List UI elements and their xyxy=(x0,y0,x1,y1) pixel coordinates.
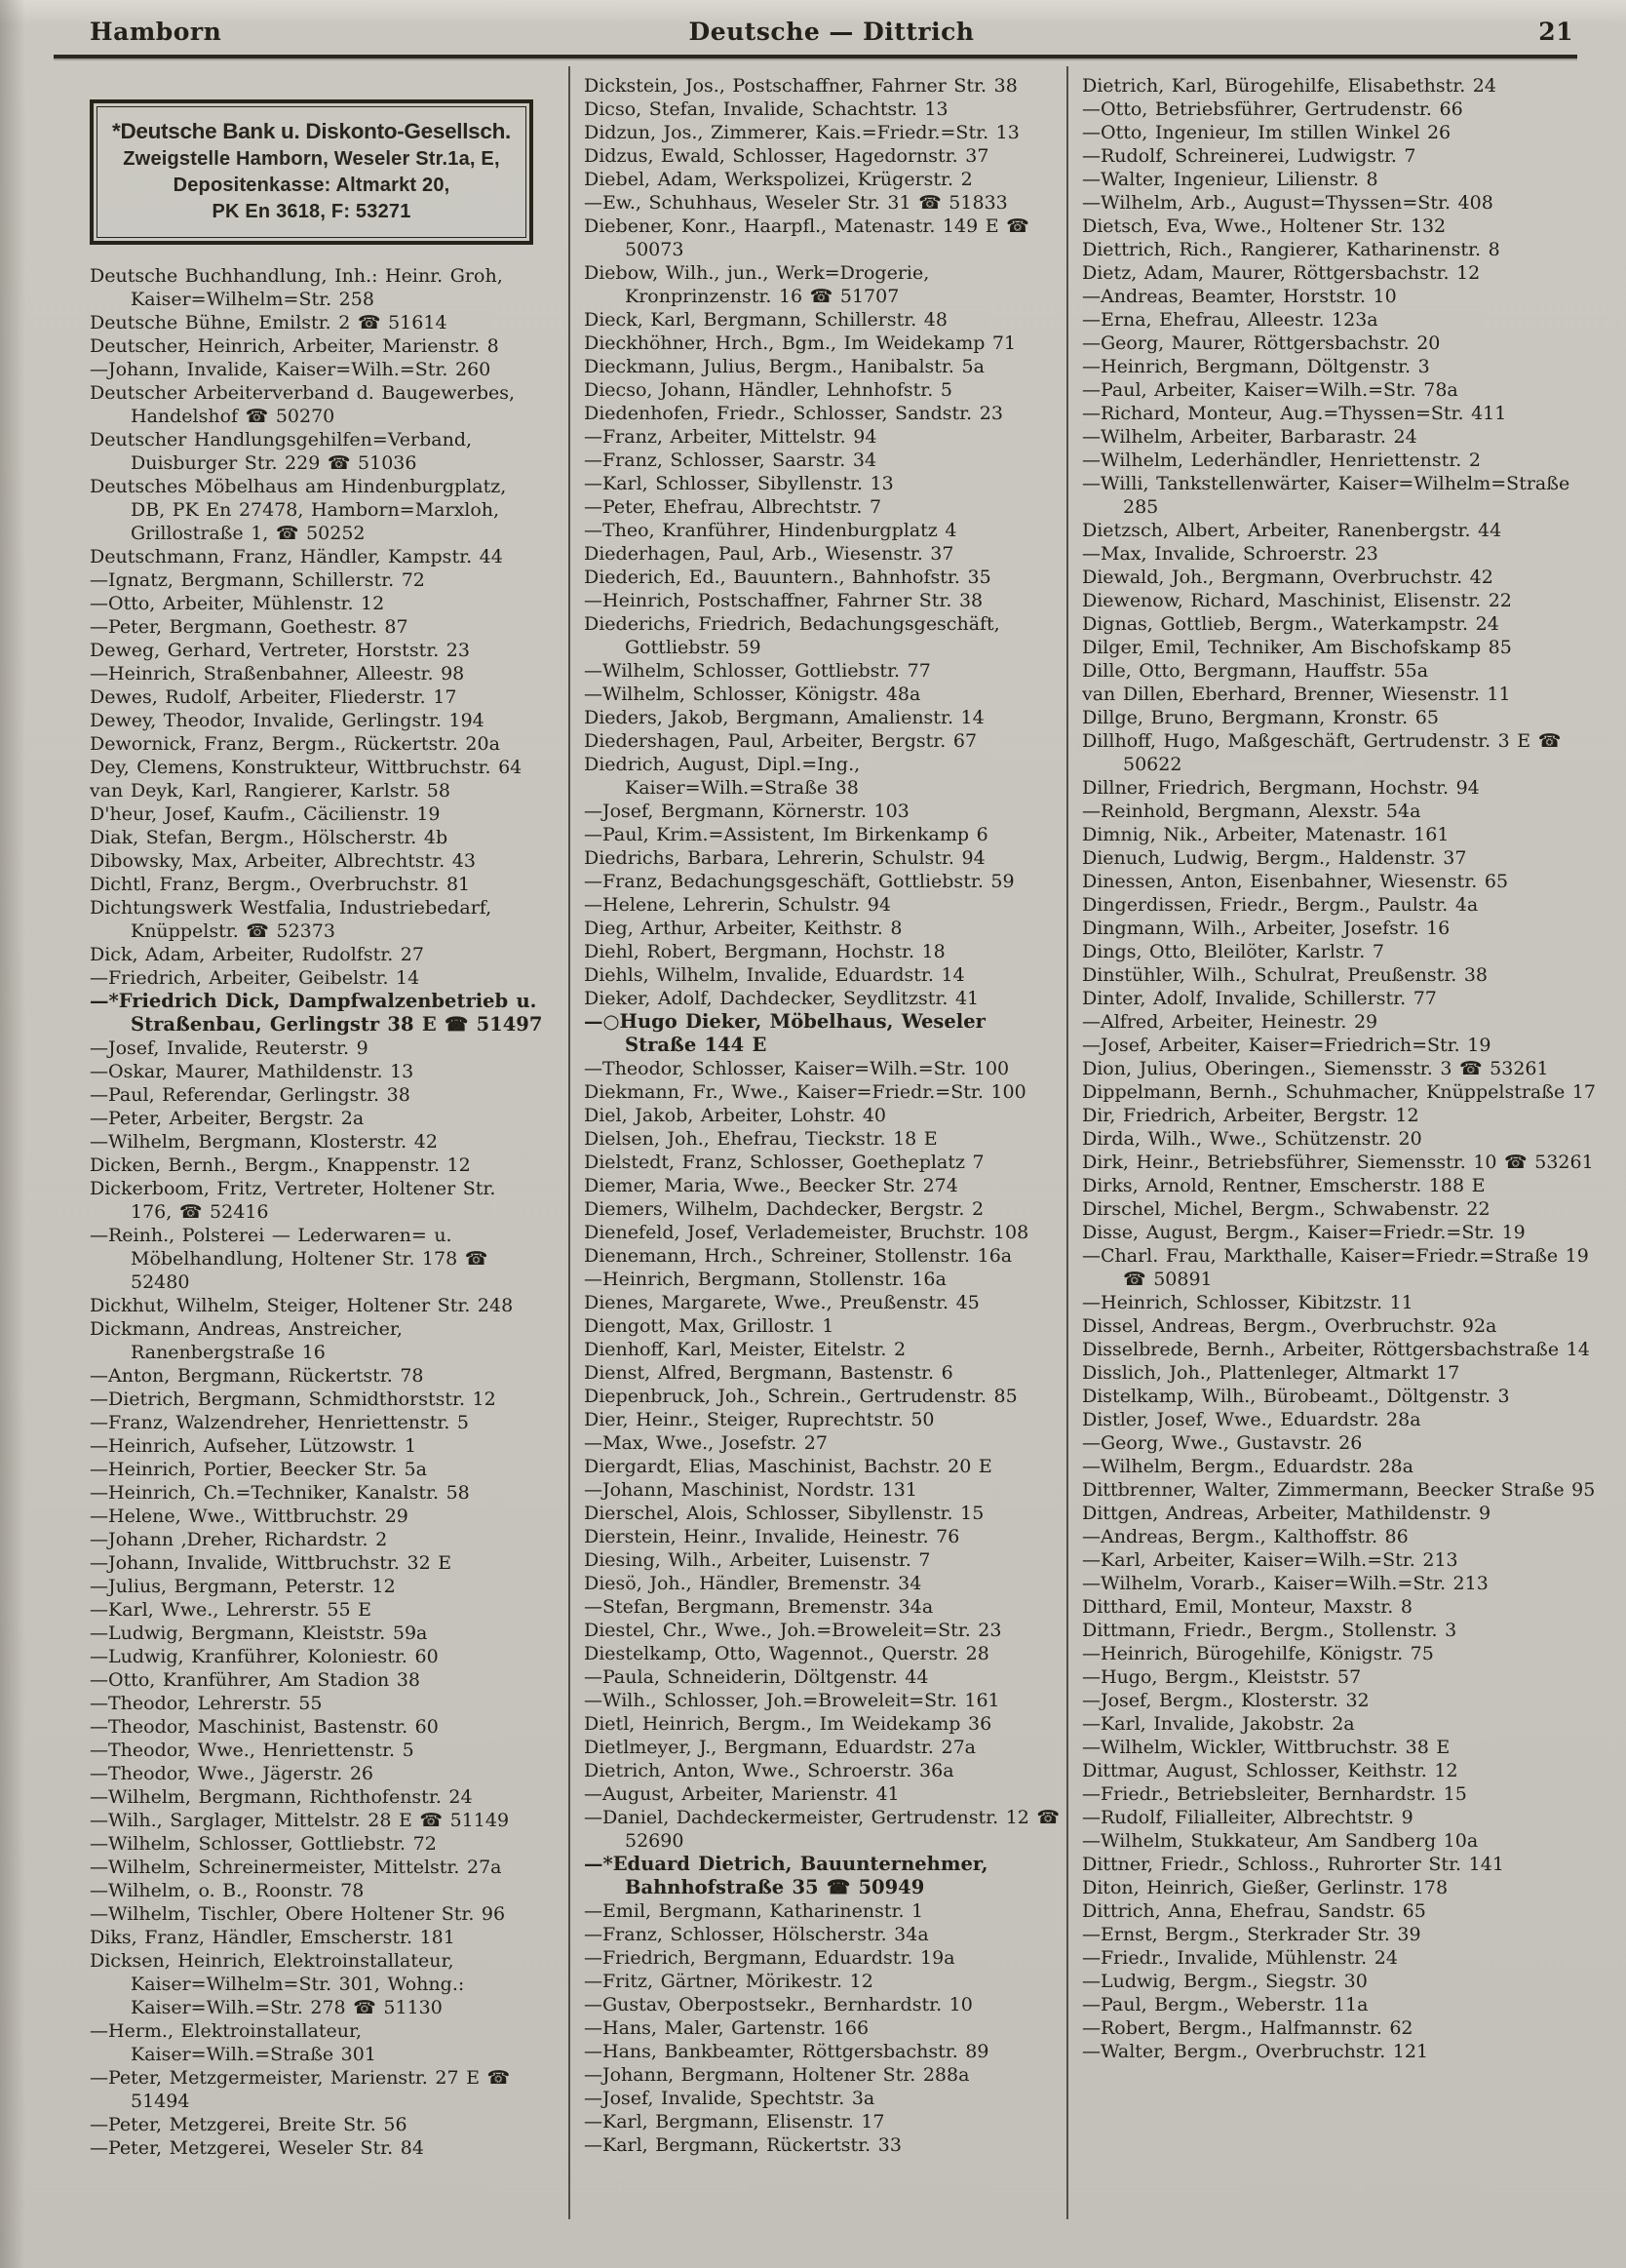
directory-entry: —Anton, Bergmann, Rückertstr. 78 xyxy=(90,1365,424,1387)
directory-entry: Dierstein, Heinr., Invalide, Heinestr. 76 xyxy=(584,1526,960,1547)
directory-entry: —Julius, Bergmann, Peterstr. 12 xyxy=(90,1576,396,1597)
directory-entry: —Friedrich, Arbeiter, Geibelstr. 14 xyxy=(90,967,420,989)
directory-entry: Dittrich, Anna, Ehefrau, Sandstr. 65 xyxy=(1082,1900,1426,1922)
directory-entry: —Karl, Schlosser, Sibyllenstr. 13 xyxy=(584,473,894,494)
directory-entry: Diecso, Johann, Händler, Lehnhofstr. 5 xyxy=(584,379,952,401)
directory-entry: —Peter, Ehefrau, Albrechtstr. 7 xyxy=(584,496,882,518)
directory-entry: Diedenhofen, Friedr., Schlosser, Sandstr. 23 xyxy=(584,403,1003,424)
directory-entry: Dienefeld, Josef, Verlademeister, Bruchstr. 108 xyxy=(584,1222,1029,1243)
header-place: Hamborn xyxy=(90,18,222,46)
directory-entry: —*Eduard Dietrich, Bauunternehmer, Bahnhofstraße 35 ☎ 50949 xyxy=(584,1853,988,1898)
directory-entry: Dirschel, Michel, Bergm., Schwabenstr. 22 xyxy=(1082,1198,1490,1220)
directory-entry: —Ludwig, Bergm., Siegstr. 30 xyxy=(1082,1971,1368,1992)
directory-entry: Dienemann, Hrch., Schreiner, Stollenstr. 16a xyxy=(584,1245,1013,1267)
directory-entry: Diestel, Chr., Wwe., Joh.=Broweleit=Str. 23 xyxy=(584,1620,1002,1641)
directory-entry: —Paul, Arbeiter, Kaiser=Wilh.=Str. 78a xyxy=(1082,379,1458,401)
directory-entry: Dilger, Emil, Techniker, Am Bischofskamp 85 xyxy=(1082,637,1512,658)
directory-entry: —Karl, Wwe., Lehrerstr. 55 E xyxy=(90,1599,371,1621)
directory-entry: Dieders, Jakob, Bergmann, Amalienstr. 14 xyxy=(584,707,985,728)
directory-entry: Dion, Julius, Oberingen., Siemensstr. 3 ☎ 53261 xyxy=(1082,1058,1549,1079)
directory-entry: Dietlmeyer, J., Bergmann, Eduardstr. 27a xyxy=(584,1737,976,1758)
directory-entry: —Johann, Invalide, Kaiser=Wilh.=Str. 260 xyxy=(90,359,491,380)
directory-entry: Diehls, Wilhelm, Invalide, Eduardstr. 14 xyxy=(584,964,965,986)
column-1 xyxy=(0,66,568,2268)
directory-entry: —Karl, Bergmann, Elisenstr. 17 xyxy=(584,2111,885,2132)
directory-entry: Diesö, Joh., Händler, Bremenstr. 34 xyxy=(584,1573,922,1594)
directory-entry: Dickerboom, Fritz, Vertreter, Holtener Str. 176, ☎ 52416 xyxy=(90,1178,496,1223)
directory-entry: Distelkamp, Wilh., Bürobeamt., Döltgenstr. 3 xyxy=(1082,1386,1510,1407)
directory-entry: Diehl, Robert, Bergmann, Hochstr. 18 xyxy=(584,941,946,962)
directory-entry: Ditthard, Emil, Monteur, Maxstr. 8 xyxy=(1082,1596,1413,1618)
directory-entry: Dinter, Adolf, Invalide, Schillerstr. 77 xyxy=(1082,988,1437,1009)
directory-entry: Deutscher Handlungsgehilfen=Verband, Duisburger Str. 229 ☎ 51036 xyxy=(90,429,473,474)
directory-entry: —Charl. Frau, Markthalle, Kaiser=Friedr.=Straße 19 ☎ 50891 xyxy=(1082,1245,1589,1290)
directory-entry: —Paul, Bergm., Weberstr. 11a xyxy=(1082,1994,1369,2015)
directory-entry: —Otto, Arbeiter, Mühlenstr. 12 xyxy=(90,593,385,614)
directory-entry: Deutsche Bühne, Emilstr. 2 ☎ 51614 xyxy=(90,312,447,333)
directory-entry: —Heinrich, Postschaffner, Fahrner Str. 38 xyxy=(584,590,984,611)
directory-entry: Dienuch, Ludwig, Bergm., Haldenstr. 37 xyxy=(1082,847,1467,869)
directory-entry: —Reinhold, Bergmann, Alexstr. 54a xyxy=(1082,801,1421,822)
directory-entry: —Andreas, Beamter, Horststr. 10 xyxy=(1082,286,1397,307)
directory-entry: —Paul, Referendar, Gerlingstr. 38 xyxy=(90,1084,410,1106)
directory-entry: —Friedr., Betriebsleiter, Bernhardstr. 15 xyxy=(1082,1783,1467,1805)
directory-entry: —Wilhelm, Wickler, Wittbruchstr. 38 E xyxy=(1082,1737,1451,1758)
directory-entry: —Peter, Metzgerei, Weseler Str. 84 xyxy=(90,2137,424,2159)
directory-entry: Dieckmann, Julius, Bergm., Hanibalstr. 5a xyxy=(584,356,985,377)
directory-entry: —Richard, Monteur, Aug.=Thyssen=Str. 411 xyxy=(1082,403,1507,424)
directory-entry: —Robert, Bergm., Halfmannstr. 62 xyxy=(1082,2017,1413,2039)
directory-entry: —Franz, Schlosser, Hölscherstr. 34a xyxy=(584,1924,929,1945)
directory-entry: —○Hugo Dieker, Möbelhaus, Weseler Straße 144 E xyxy=(584,1010,986,1056)
directory-entry: Dey, Clemens, Konstrukteur, Wittbruchstr. 64 xyxy=(90,757,523,778)
directory-entry: van Dillen, Eberhard, Brenner, Wiesenstr. 11 xyxy=(1082,684,1511,705)
directory-entry: —Alfred, Arbeiter, Heinestr. 29 xyxy=(1082,1011,1378,1033)
directory-entry: Dingmann, Wilh., Arbeiter, Josefstr. 16 xyxy=(1082,918,1451,939)
directory-entry: Deutscher, Heinrich, Arbeiter, Marienstr. 8 xyxy=(90,335,499,357)
directory-entry: —Josef, Bergm., Klosterstr. 32 xyxy=(1082,1690,1370,1711)
directory-entry: —Wilhelm, Arbeiter, Barbarastr. 24 xyxy=(1082,426,1417,448)
directory-entry: —Wilhelm, Arb., August=Thyssen=Str. 408 xyxy=(1082,192,1493,214)
directory-entry: —*Friedrich Dick, Dampfwalzenbetrieb u. Straßenbau, Gerlingstr 38 E ☎ 51497 xyxy=(90,990,543,1036)
directory-entry: Dirda, Wilh., Wwe., Schützenstr. 20 xyxy=(1082,1128,1422,1150)
directory-entry: —Ew., Schuhhaus, Weseler Str. 31 ☎ 51833 xyxy=(584,192,1008,214)
directory-entry: Diebow, Wilh., jun., Werk=Drogerie, Kronprinzenstr. 16 ☎ 51707 xyxy=(584,262,930,307)
directory-entry: Diemers, Wilhelm, Dachdecker, Bergstr. 2 xyxy=(584,1198,985,1220)
directory-entry: —Theodor, Schlosser, Kaiser=Wilh.=Str. 100 xyxy=(584,1058,1010,1079)
directory-entry: —Willi, Tankstellenwärter, Kaiser=Wilhelm=Straße 285 xyxy=(1082,473,1570,518)
directory-entry: —Erna, Ehefrau, Alleestr. 123a xyxy=(1082,309,1378,331)
directory-entry: —Fritz, Gärtner, Mörikestr. 12 xyxy=(584,1971,873,1992)
directory-entry: Dietrich, Anton, Wwe., Schroerstr. 36a xyxy=(584,1760,954,1781)
directory-entry: —Walter, Ingenieur, Lilienstr. 8 xyxy=(1082,169,1378,190)
directory-entry: Diebel, Adam, Werkspolizei, Krügerstr. 2 xyxy=(584,169,973,190)
directory-entry: —Rudolf, Filialleiter, Albrechtstr. 9 xyxy=(1082,1807,1413,1828)
directory-entry: —Theodor, Wwe., Jägerstr. 26 xyxy=(90,1763,373,1784)
directory-entry: —Franz, Arbeiter, Mittelstr. 94 xyxy=(584,426,877,448)
directory-entry: —Josef, Arbeiter, Kaiser=Friedrich=Str. 19 xyxy=(1082,1035,1491,1056)
bank-ad-content xyxy=(97,106,526,238)
directory-entry: Disslich, Joh., Plattenleger, Altmarkt 17 xyxy=(1082,1362,1460,1384)
directory-entry: —Wilhelm, Tischler, Obere Holtener Str. 96 xyxy=(90,1903,506,1925)
directory-entry: —Karl, Invalide, Jakobstr. 2a xyxy=(1082,1713,1355,1735)
directory-entry: —Theodor, Maschinist, Bastenstr. 60 xyxy=(90,1716,439,1738)
directory-entry: Dinessen, Anton, Eisenbahner, Wiesenstr. 65 xyxy=(1082,871,1509,892)
directory-entry: —Peter, Bergmann, Goethestr. 87 xyxy=(90,616,408,638)
directory-entry: Diedrichs, Barbara, Lehrerin, Schulstr. 94 xyxy=(584,847,986,869)
directory-entry: —Walter, Bergm., Overbruchstr. 121 xyxy=(1082,2041,1429,2062)
directory-entry: Dittbrenner, Walter, Zimmermann, Beecker Straße 95 xyxy=(1082,1479,1596,1501)
directory-entry: Dinstühler, Wilh., Schulrat, Preußenstr. 38 xyxy=(1082,964,1488,986)
directory-entry: Dier, Heinr., Steiger, Ruprechtstr. 50 xyxy=(584,1409,935,1430)
directory-entry: —Georg, Maurer, Röttgersbachstr. 20 xyxy=(1082,332,1441,354)
directory-entry: D'heur, Josef, Kaufm., Cäcilienstr. 19 xyxy=(90,803,441,825)
directory-entry: —Karl, Bergmann, Rückertstr. 33 xyxy=(584,2134,902,2156)
directory-entry: —Max, Wwe., Josefstr. 27 xyxy=(584,1432,828,1454)
directory-entry: —Johann, Maschinist, Nordstr. 131 xyxy=(584,1479,917,1501)
directory-entry: Disselbrede, Bernh., Arbeiter, Röttgersbachstraße 14 xyxy=(1082,1339,1590,1360)
directory-entry: —Daniel, Dachdeckermeister, Gertrudenstr. 12 ☎ 52690 xyxy=(584,1807,1061,1852)
directory-entry: Dittmann, Friedr., Bergm., Stollenstr. 3 xyxy=(1082,1620,1457,1641)
directory-entry: —Hans, Maler, Gartenstr. 166 xyxy=(584,2017,870,2039)
directory-entry: Dick, Adam, Arbeiter, Rudolfstr. 27 xyxy=(90,944,424,965)
directory-entry: —Dietrich, Bergmann, Schmidthorststr. 12 xyxy=(90,1388,496,1410)
directory-entry: —Georg, Wwe., Gustavstr. 26 xyxy=(1082,1432,1363,1454)
directory-entry: —Peter, Arbeiter, Bergstr. 2a xyxy=(90,1108,365,1129)
directory-entry: Dillner, Friedrich, Bergmann, Hochstr. 94 xyxy=(1082,777,1480,799)
directory-entry: Dissel, Andreas, Bergm., Overbruchstr. 92a xyxy=(1082,1315,1497,1337)
directory-entry: Dickhut, Wilhelm, Steiger, Holtener Str. 248 xyxy=(90,1295,514,1316)
directory-entry: Didzus, Ewald, Schlosser, Hagedornstr. 37 xyxy=(584,145,989,167)
page-header xyxy=(90,18,1573,46)
directory-entry: —Wilhelm, o. B., Roonstr. 78 xyxy=(90,1880,365,1901)
directory-entry: —Oskar, Maurer, Mathildenstr. 13 xyxy=(90,1061,414,1082)
directory-entry: —Heinrich, Bürogehilfe, Königstr. 75 xyxy=(1082,1643,1434,1664)
directory-entry: van Deyk, Karl, Rangierer, Karlstr. 58 xyxy=(90,780,450,802)
directory-entry: —Ludwig, Bergmann, Kleiststr. 59a xyxy=(90,1623,428,1644)
directory-entry: —Franz, Bedachungsgeschäft, Gottliebstr. 59 xyxy=(584,871,1015,892)
directory-entry: Dicksen, Heinrich, Elektroinstallateur, Kaiser=Wilhelm=Str. 301, Wohng.: Kaiser=Wilh.=Str. 278 ☎ 51130 xyxy=(90,1950,465,2018)
directory-entry: —Helene, Wwe., Wittbruchstr. 29 xyxy=(90,1505,408,1527)
directory-entry: —Heinrich, Aufseher, Lützowstr. 1 xyxy=(90,1435,417,1457)
directory-entry: Dienst, Alfred, Bergmann, Bastenstr. 6 xyxy=(584,1362,953,1384)
directory-entry: —Heinrich, Bergmann, Döltgenstr. 3 xyxy=(1082,356,1430,377)
directory-entry: —Franz, Schlosser, Saarstr. 34 xyxy=(584,450,877,471)
directory-entry: Dir, Friedrich, Arbeiter, Bergstr. 12 xyxy=(1082,1105,1419,1126)
directory-entry: —Max, Invalide, Schroerstr. 23 xyxy=(1082,543,1378,565)
directory-entry: —Johann, Bergmann, Holtener Str. 288a xyxy=(584,2064,970,2086)
directory-entry: Deutsches Möbelhaus am Hindenburgplatz, DB, PK En 27478, Hamborn=Marxloh, Grillostraße 1, ☎ 50252 xyxy=(90,476,507,544)
directory-entry: —Wilhelm, Bergmann, Klosterstr. 42 xyxy=(90,1131,438,1153)
header-name-range: Deutsche — Dittrich xyxy=(688,18,975,46)
directory-entry: Dillge, Bruno, Bergmann, Kronstr. 65 xyxy=(1082,707,1439,728)
directory-entry: —Theodor, Lehrerstr. 55 xyxy=(90,1693,323,1714)
header-rule xyxy=(54,55,1577,59)
directory-entry: Diak, Stefan, Bergm., Hölscherstr. 4b xyxy=(90,827,448,848)
directory-entry: Dillhoff, Hugo, Maßgeschäft, Gertrudenstr. 3 E ☎ 50622 xyxy=(1082,730,1562,775)
directory-entry: —Wilhelm, Schreinermeister, Mittelstr. 27a xyxy=(90,1857,502,1878)
directory-entry: Dibowsky, Max, Arbeiter, Albrechtstr. 43 xyxy=(90,850,476,872)
directory-entry: —Friedr., Invalide, Mühlenstr. 24 xyxy=(1082,1947,1398,1969)
directory-entry: Diestelkamp, Otto, Wagennot., Querstr. 28 xyxy=(584,1643,989,1664)
bank-ad-box xyxy=(90,99,533,245)
directory-entry: Dielstedt, Franz, Schlosser, Goetheplatz 7 xyxy=(584,1152,985,1173)
bank-ad-line: Depositenkasse: Altmarkt 20, xyxy=(173,175,450,196)
directory-entry: Diebener, Konr., Haarpfl., Matenastr. 149 E ☎ 50073 xyxy=(584,215,1029,260)
directory-entry: Dickstein, Jos., Postschaffner, Fahrner Str. 38 xyxy=(584,75,1018,97)
directory-entry: Diederich, Ed., Bauuntern., Bahnhofstr. 35 xyxy=(584,567,991,588)
directory-entry: —Franz, Walzendreher, Henriettenstr. 5 xyxy=(90,1412,469,1433)
directory-entry: Diettrich, Rich., Rangierer, Katharinenstr. 8 xyxy=(1082,239,1500,260)
directory-entry: Diergardt, Elias, Maschinist, Bachstr. 20 E xyxy=(584,1456,992,1477)
directory-entry: Dienhoff, Karl, Meister, Eitelstr. 2 xyxy=(584,1339,907,1360)
column-3 xyxy=(1066,66,1626,2219)
directory-entry: Dietsch, Eva, Wwe., Holtener Str. 132 xyxy=(1082,215,1447,237)
directory-entry: —Hans, Bankbeamter, Röttgersbachstr. 89 xyxy=(584,2041,989,2062)
directory-entry: Dewornick, Franz, Bergm., Rückertstr. 20a xyxy=(90,733,500,755)
directory-entry: Dingerdissen, Friedr., Bergm., Paulstr. 4a xyxy=(1082,894,1479,916)
directory-entry: Dittmar, August, Schlosser, Keithstr. 12 xyxy=(1082,1760,1458,1781)
directory-entry: Dings, Otto, Bleilöter, Karlstr. 7 xyxy=(1082,941,1384,962)
directory-entry: —Hugo, Bergm., Kleiststr. 57 xyxy=(1082,1666,1362,1688)
directory-entry: Deutsche Buchhandlung, Inh.: Heinr. Groh, Kaiser=Wilhelm=Str. 258 xyxy=(90,265,503,310)
directory-entry: Didzun, Jos., Zimmerer, Kais.=Friedr.=Str. 13 xyxy=(584,122,1020,143)
directory-entry: —Friedrich, Bergmann, Eduardstr. 19a xyxy=(584,1947,955,1969)
directory-columns xyxy=(0,66,1626,2268)
directory-entry: Dignas, Gottlieb, Bergm., Waterkampstr. 24 xyxy=(1082,613,1499,635)
directory-entry: —August, Arbeiter, Marienstr. 41 xyxy=(584,1783,900,1805)
directory-entry: Deutscher Arbeiterverband d. Baugewerbes, Handelshof ☎ 50270 xyxy=(90,382,516,427)
directory-entry: —Wilhelm, Vorarb., Kaiser=Wilh.=Str. 213 xyxy=(1082,1573,1489,1594)
directory-entry: —Heinrich, Bergmann, Stollenstr. 16a xyxy=(584,1269,947,1290)
directory-entry: —Wilhelm, Bergmann, Richthofenstr. 24 xyxy=(90,1786,473,1808)
directory-entry: —Josef, Invalide, Reuterstr. 9 xyxy=(90,1037,368,1059)
bank-ad-line: Zweigstelle Hamborn, Weseler Str.1a, E, xyxy=(123,148,500,170)
directory-entry: —Wilhelm, Schlosser, Königstr. 48a xyxy=(584,684,921,705)
directory-entry: —Andreas, Bergm., Kalthoffstr. 86 xyxy=(1082,1526,1409,1547)
directory-entry: —Wilhelm, Bergm., Eduardstr. 28a xyxy=(1082,1456,1413,1477)
directory-entry: —Otto, Ingenieur, Im stillen Winkel 26 xyxy=(1082,122,1452,143)
directory-entry: Dieck, Karl, Bergmann, Schillerstr. 48 xyxy=(584,309,948,331)
directory-entry: Dielsen, Joh., Ehefrau, Tieckstr. 18 E xyxy=(584,1128,938,1150)
directory-entry: Diton, Heinrich, Gießer, Gerlinstr. 178 xyxy=(1082,1877,1449,1898)
directory-entry: Deutschmann, Franz, Händler, Kampstr. 44 xyxy=(90,546,503,567)
directory-entry: —Stefan, Bergmann, Bremenstr. 34a xyxy=(584,1596,934,1618)
directory-entry: —Ernst, Bergm., Sterkrader Str. 39 xyxy=(1082,1924,1421,1945)
entry-list-column-1 xyxy=(90,264,543,2160)
entry-list-column-2 xyxy=(584,74,1063,2157)
bank-ad-title: *Deutsche Bank u. Diskonto-Gesellsch. xyxy=(111,119,512,143)
directory-entry: Dewey, Theodor, Invalide, Gerlingstr. 194 xyxy=(90,710,484,731)
directory-entry: —Josef, Invalide, Spechtstr. 3a xyxy=(584,2088,875,2109)
directory-entry: Dieker, Adolf, Dachdecker, Seydlitzstr. 41 xyxy=(584,988,980,1009)
directory-entry: Dittner, Friedr., Schloss., Ruhrorter Str. 141 xyxy=(1082,1854,1504,1875)
directory-entry: —Otto, Kranführer, Am Stadion 38 xyxy=(90,1669,421,1691)
directory-entry: Dietrich, Karl, Bürogehilfe, Elisabethstr. 24 xyxy=(1082,75,1496,97)
directory-entry: Dietzsch, Albert, Arbeiter, Ranenbergstr. 44 xyxy=(1082,520,1502,541)
directory-entry: Deweg, Gerhard, Vertreter, Horststr. 23 xyxy=(90,640,470,661)
directory-entry: —Herm., Elektroinstallateur, Kaiser=Wilh.=Straße 301 xyxy=(90,2020,376,2065)
directory-entry: Dirks, Arnold, Rentner, Emscherstr. 188 E xyxy=(1082,1175,1486,1196)
directory-entry: —Ludwig, Kranführer, Koloniestr. 60 xyxy=(90,1646,439,1667)
directory-entry: Dicso, Stefan, Invalide, Schachtstr. 13 xyxy=(584,98,948,120)
directory-entry: —Helene, Lehrerin, Schulstr. 94 xyxy=(584,894,891,916)
directory-entry: Diepenbruck, Joh., Schrein., Gertrudenstr. 85 xyxy=(584,1386,1018,1407)
directory-entry: —Heinrich, Schlosser, Kibitzstr. 11 xyxy=(1082,1292,1413,1313)
directory-entry: —Karl, Arbeiter, Kaiser=Wilh.=Str. 213 xyxy=(1082,1549,1458,1571)
directory-entry: —Wilh., Sarglager, Mittelstr. 28 E ☎ 51149 xyxy=(90,1810,510,1831)
directory-entry: Diesing, Wilh., Arbeiter, Luisenstr. 7 xyxy=(584,1549,931,1571)
bank-ad-line: PK En 3618, F: 53271 xyxy=(212,201,411,222)
directory-entry: —Rudolf, Schreinerei, Ludwigstr. 7 xyxy=(1082,145,1416,167)
directory-entry: —Wilh., Schlosser, Joh.=Broweleit=Str. 161 xyxy=(584,1690,1000,1711)
directory-entry: Dichtl, Franz, Bergm., Overbruchstr. 81 xyxy=(90,874,471,895)
directory-entry: Dippelmann, Bernh., Schuhmacher, Knüppelstraße 17 xyxy=(1082,1081,1596,1103)
directory-entry: Diederhagen, Paul, Arb., Wiesenstr. 37 xyxy=(584,543,954,565)
directory-entry: Diekmann, Fr., Wwe., Kaiser=Friedr.=Str. 100 xyxy=(584,1081,1026,1103)
directory-entry: Distler, Josef, Wwe., Eduardstr. 28a xyxy=(1082,1409,1421,1430)
directory-entry: Dienes, Margarete, Wwe., Preußenstr. 45 xyxy=(584,1292,980,1313)
directory-entry: —Reinh., Polsterei — Lederwaren= u. Möbelhandlung, Holtener Str. 178 ☎ 52480 xyxy=(90,1225,488,1293)
directory-entry: —Emil, Bergmann, Katharinenstr. 1 xyxy=(584,1900,924,1922)
directory-entry: —Peter, Metzgermeister, Marienstr. 27 E ☎ 51494 xyxy=(90,2067,511,2112)
directory-entry: Dewes, Rudolf, Arbeiter, Fliederstr. 17 xyxy=(90,686,457,708)
directory-entry: Dichtungswerk Westfalia, Industriebedarf, Knüppelstr. ☎ 52373 xyxy=(90,897,492,942)
directory-entry: —Theodor, Wwe., Henriettenstr. 5 xyxy=(90,1740,414,1761)
directory-entry: Dietl, Heinrich, Bergm., Im Weidekamp 36 xyxy=(584,1713,992,1735)
directory-entry: —Wilhelm, Schlosser, Gottliebstr. 72 xyxy=(90,1833,437,1855)
directory-entry: —Ignatz, Bergmann, Schillerstr. 72 xyxy=(90,569,425,591)
directory-entry: Diengott, Max, Grillostr. 1 xyxy=(584,1315,834,1337)
directory-entry: Diedrich, August, Dipl.=Ing., Kaiser=Wilh.=Straße 38 xyxy=(584,754,861,799)
directory-entry: Disse, August, Bergm., Kaiser=Friedr.=Str. 19 xyxy=(1082,1222,1526,1243)
directory-entry: Diedershagen, Paul, Arbeiter, Bergstr. 67 xyxy=(584,730,978,752)
directory-entry: Dierschel, Alois, Schlosser, Sibyllenstr. 15 xyxy=(584,1503,985,1524)
column-2 xyxy=(568,66,1066,2219)
directory-entry: —Wilhelm, Lederhändler, Henriettenstr. 2 xyxy=(1082,450,1481,471)
directory-entry: —Gustav, Oberpostsekr., Bernhardstr. 10 xyxy=(584,1994,973,2015)
directory-entry: —Theo, Kranführer, Hindenburgplatz 4 xyxy=(584,520,957,541)
directory-entry: Dirk, Heinr., Betriebsführer, Siemensstr. 10 ☎ 53261 xyxy=(1082,1152,1594,1173)
directory-entry: Diewenow, Richard, Maschinist, Elisenstr. 22 xyxy=(1082,590,1512,611)
directory-entry: Dimnig, Nik., Arbeiter, Matenastr. 161 xyxy=(1082,824,1450,845)
directory-entry: Diel, Jakob, Arbeiter, Lohstr. 40 xyxy=(584,1105,887,1126)
directory-entry: Dickmann, Andreas, Anstreicher, Ranenbergstraße 16 xyxy=(90,1318,403,1363)
directory-entry: —Heinrich, Portier, Beecker Str. 5a xyxy=(90,1459,427,1480)
directory-entry: —Heinrich, Straßenbahner, Alleestr. 98 xyxy=(90,663,465,684)
directory-entry: —Wilhelm, Schlosser, Gottliebstr. 77 xyxy=(584,660,931,682)
directory-entry: Diederichs, Friedrich, Bedachungsgeschäft, Gottliebstr. 59 xyxy=(584,613,1000,658)
directory-entry: —Paula, Schneiderin, Döltgenstr. 44 xyxy=(584,1666,929,1688)
directory-entry: —Wilhelm, Stukkateur, Am Sandberg 10a xyxy=(1082,1830,1479,1852)
directory-entry: Diemer, Maria, Wwe., Beecker Str. 274 xyxy=(584,1175,958,1196)
directory-entry: —Paul, Krim.=Assistent, Im Birkenkamp 6 xyxy=(584,824,988,845)
entry-list-column-3 xyxy=(1082,74,1597,2063)
directory-entry: Dieckhöhner, Hrch., Bgm., Im Weidekamp 71 xyxy=(584,332,1017,354)
directory-entry: Dittgen, Andreas, Arbeiter, Mathildenstr. 9 xyxy=(1082,1503,1491,1524)
directory-entry: —Otto, Betriebsführer, Gertrudenstr. 66 xyxy=(1082,98,1463,120)
directory-entry: Dicken, Bernh., Bergm., Knappenstr. 12 xyxy=(90,1154,471,1176)
directory-entry: Dieg, Arthur, Arbeiter, Keithstr. 8 xyxy=(584,918,903,939)
directory-entry: Diks, Franz, Händler, Emscherstr. 181 xyxy=(90,1927,455,1948)
directory-entry: —Josef, Bergmann, Körnerstr. 103 xyxy=(584,801,910,822)
page-number: 21 xyxy=(1538,18,1573,46)
directory-entry: Dille, Otto, Bergmann, Hauffstr. 55a xyxy=(1082,660,1429,682)
directory-entry: Diewald, Joh., Bergmann, Overbruchstr. 42 xyxy=(1082,567,1493,588)
directory-entry: —Peter, Metzgerei, Breite Str. 56 xyxy=(90,2114,407,2135)
directory-entry: —Johann, Invalide, Wittbruchstr. 32 E xyxy=(90,1552,452,1574)
directory-entry: —Johann ,Dreher, Richardstr. 2 xyxy=(90,1529,388,1550)
directory-entry: Dietz, Adam, Maurer, Röttgersbachstr. 12 xyxy=(1082,262,1481,284)
directory-entry: —Heinrich, Ch.=Techniker, Kanalstr. 58 xyxy=(90,1482,470,1504)
